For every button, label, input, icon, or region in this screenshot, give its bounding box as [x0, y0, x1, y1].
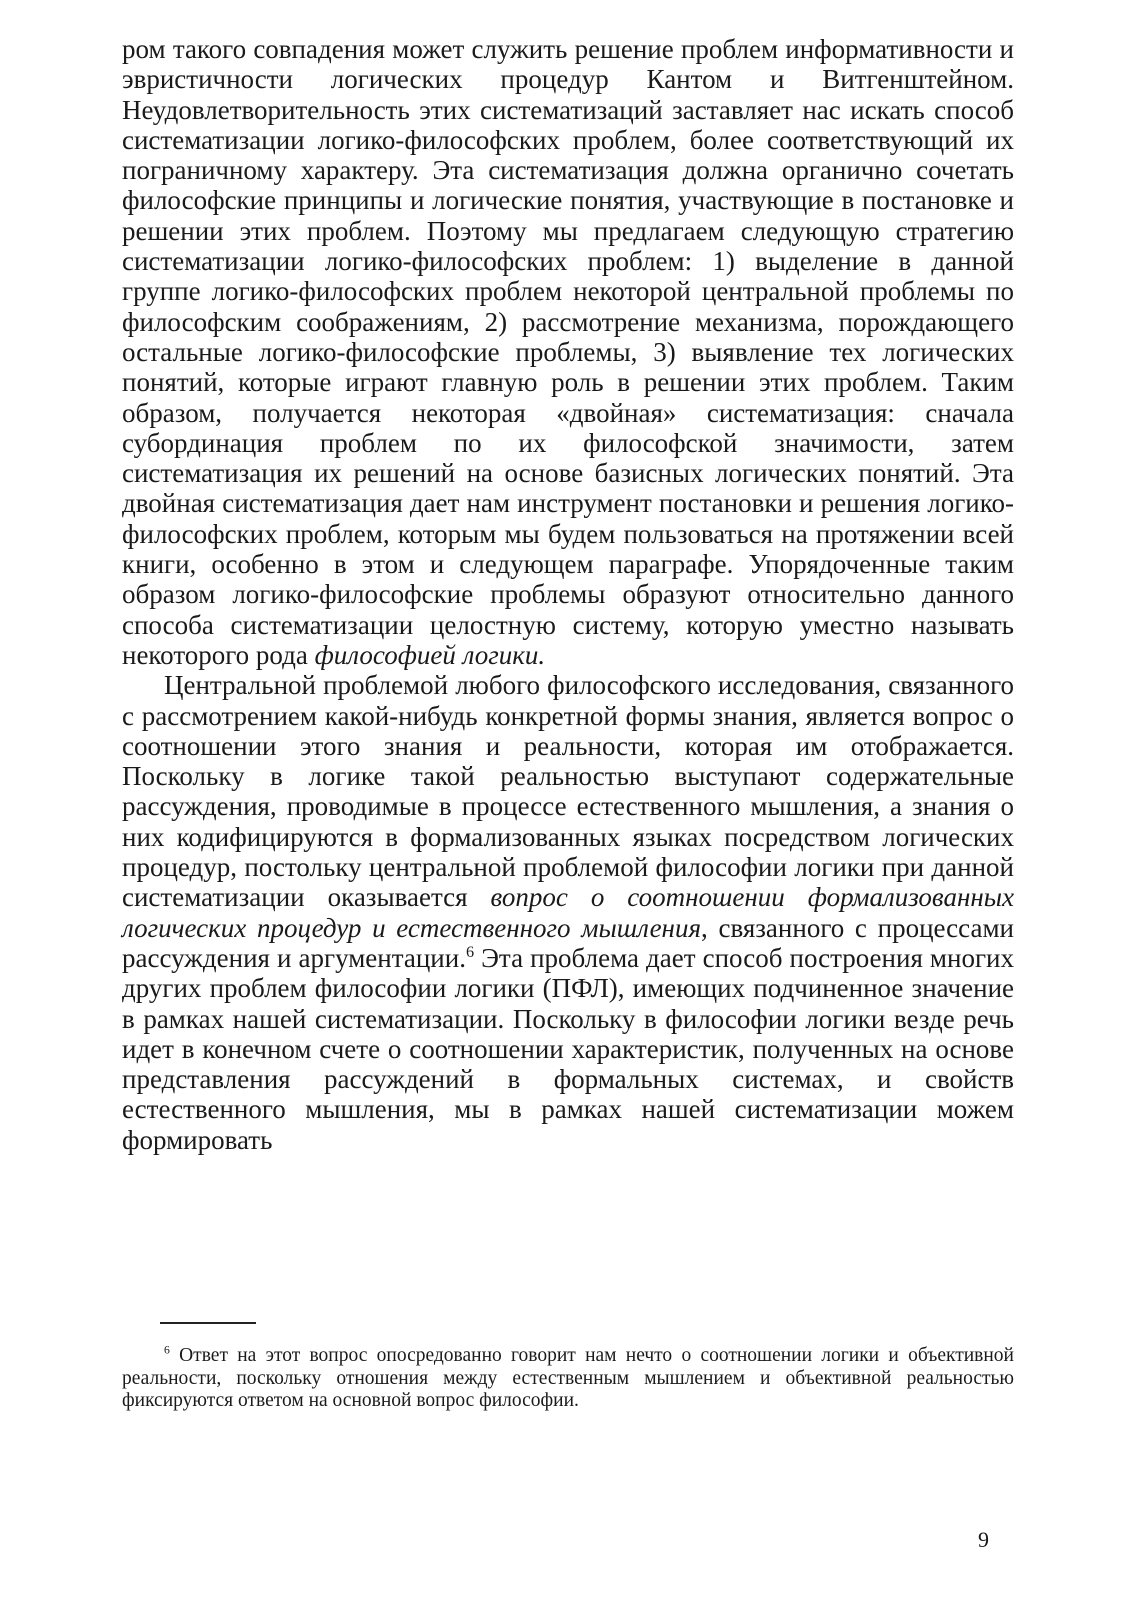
body-paragraph-1 [122, 34, 1014, 670]
paragraph-2-text-middle: , связанного с процессами рассуждения и аргументации. [122, 912, 1014, 973]
paragraph-1-italic-term: философией логики. [314, 639, 546, 670]
paragraph-1-text: ром такого совпадения может служить решение проблем информативности и эвристичности логических процедур Кантом и Витгенштейном. Неудовлетворительность этих систематизаций заставляет нас искать способ систематизации логико-философских проблем, более соответствующий их пограничному характеру. Эта систематизация должна органично сочетать философские принципы и логические понятия, участвующие в постановке и решении этих проблем. Поэтому мы предлагаем следующую стратегию систематизации логико-философских проблем: 1) выделение в данной группе логико-философских проблем некоторой центральной проблемы по философским соображениям, 2) рассмотрение механизма, порождающего остальные логико-философские проблемы, 3) выявление тех логических понятий, которые играют главную роль в решении этих проблем. Таким образом, получается некоторая «двойная» систематизация: сначала субординация проблем по их философской значимости, затем систематизация их решений на основе базисных логических понятий. Эта двойная систематизация дает нам инструмент постановки и решения логико-философских проблем, которым мы будем пользоваться на протяжении всей книги, особенно в этом и следующем параграфе. Упорядоченные таким образом логико-философские проблемы образуют относительно данного способа систематизации целостную систему, которую уместно называть некоторого рода [122, 34, 1014, 670]
paragraph-2-italic-phrase: вопрос о соотношении формализованных логических процедур и естественного мышления [122, 882, 1015, 943]
footnote-reference: 6 [465, 942, 475, 961]
footnote-number: 6 [164, 1343, 170, 1357]
footnote-separator [160, 1322, 256, 1324]
paragraph-2-text-start: Центральной проблемой любого философского исследования, связанного с рассмотрением какой-нибудь конкретной формы знания, является вопрос о соотношении этого знания и реальности, которая им отображается. Поскольку в логике такой реальностью выступают содержательные рассуждения, проводимые в процессе естественного мышления, а знания о них кодифицируются в формализованных языках посредством логических процедур, постольку центральной проблемой философии логики при данной систематизации оказывается [122, 670, 1014, 913]
body-paragraph-2 [122, 670, 1014, 1155]
page-number: 9 [978, 1527, 989, 1552]
footnote-text: Ответ на этот вопрос опосредованно говорит нам нечто о соотношении логики и объективной реальности, поскольку отношения между естественным мышлением и объективной реальностью фиксируются ответом на основной вопрос философии. [122, 1345, 1014, 1411]
paragraph-2-text-end: Эта проблема дает способ построения многих других проблем философии логики (ПФЛ), имеющих подчиненное значение в рамках нашей систематизации. Поскольку в философии логики везде речь идет в конечном счете о соотношении характеристик, полученных на основе представления рассуждений в формальных системах, и свойств естественного мышления, мы в рамках нашей систематизации можем формировать [122, 942, 1014, 1155]
page-body [122, 34, 1014, 1155]
footnote [122, 1345, 1014, 1413]
